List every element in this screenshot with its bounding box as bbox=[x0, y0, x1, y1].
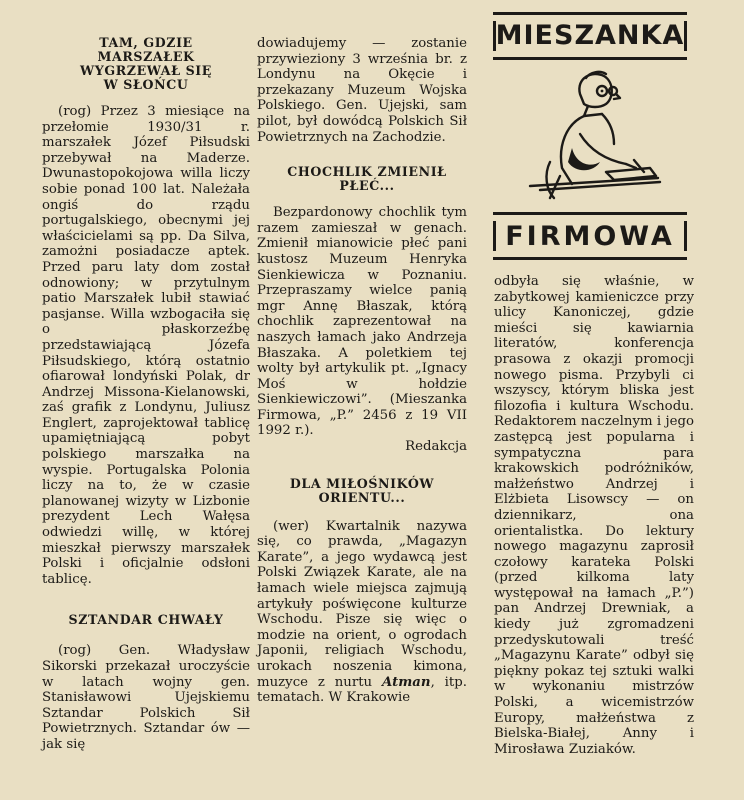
article-body-orient-continued: odbyła się właśnie, w zabytkowej kamieniczce przy ulicy Kanoniczej, gdzie mieści się kawiarnia literatów, konferencja prasowa z okazji promocji nowego pisma. Przybyli ci wszyscy, którym bliska jest filozofia i kultura Wschodu. Redaktorem naczelnym i jego zastępcą jest popularna i sympatyczna para krakowskich podróżników, małżeństwo Andrzej i Elżbieta Lisowscy — on dziennikarz, ona orientalistka. Do lektury nowego magazynu zaprosił czołowy karateka Polski (przed kilkoma laty występował na łamach „P.”) pan Andrzej Drewniak, a kiedy już zgromadzeni przedyskutowali treść „Magazynu Karate” odbył się piękny pokaz tej sztuki walki w wykonaniu mistrzów Polski, a wicemistrzów Europy, małżeństwa z Bielska-Białej, Anny i Mirosława Zuziaków. bbox=[494, 274, 694, 757]
column-title-firmowa: FIRMOWA bbox=[505, 221, 675, 252]
article-body-marszalek: (rog) Przez 3 miesiące na przełomie 1930/31 r. marszałek Józef Piłsudski przebywał na Maderze. Dwunastopokojowa willa liczy sobie ponad 100 lat. Należała ongiś do rządu portugalskiego, obecnymi jej właścicielami są pp. Da Silva, zamożni posiadacze aptek. Przed paru laty dom został odnowiony; w przytulnym patio Marszałek lubił stawiać pasjanse. Willa wzbogaciła się o płaskorzeźbę przedstawiającą Józefa Piłsudskiego, którą ostatnio ofiarował londyński Polak, dr Andrzej Missona-Kielanowski, zaś grafik z Londynu, Juliusz Englert, zaprojektował tablicę upamiętniającą pobyt polskiego marszałka na wyspie. Portugalska Polonia liczy na to, że w czasie planowanej wizyty w Lizbonie prezydent Lech Wałęsa odwiedzi willę, w której mieszkał pierwszy marszałek Polski i oficjalnie odsłoni tablicę. bbox=[42, 104, 250, 587]
article-body-chochlik: Bezpardonowy chochlik tym razem zamieszał w genach. Zmienił mianowicie płeć pani kustosz Muzeum Henryka Sienkiewicza w Poznaniu. Przepraszamy wielce panią mgr Annę Błaszak, którą chochlik zaprezentował na naszych łamach jako Andrzeja Błaszaka. A poletkiem tej wolty był artykulik pt. „Ignacy Moś w hołdzie Sienkiewiczowi”. (Mieszanka Firmowa, „P.” 2456 z 19 VII 1992 r.). bbox=[257, 205, 467, 439]
article-title-sztandar: SZTANDAR CHWAŁY bbox=[68, 612, 224, 628]
article-body-orient-part2: , itp. tematach. W Krakowie bbox=[257, 674, 467, 706]
column-3 bbox=[494, 0, 694, 757]
article-body-sztandar: (rog) Gen. Władysław Sikorski przekazał uroczyście w latach wojny gen. Stanisławowi Ujejskiemu Sztandar Polskich Sił Powietrznych. Sztandar ów — jak się bbox=[42, 643, 250, 752]
article-title-marszalek: TAM, GDZIE MARSZAŁEK WYGRZEWAŁ SIĘ W SŁOŃCU bbox=[80, 35, 212, 92]
article-body-orient-part1: (wer) Kwartalnik nazywa się, co prawda, „Magazyn Karate”, a jego wydawcą jest Polski Związek Karate, ale na łamach wiele miejsca zajmują artykuły poświęcone kulturze Wschodu. Pisze się więc o modzie na orient, o ogrodach Japonii, religiach Wschodu, urokach noszenia kimona, muzyce z nurtu bbox=[257, 518, 467, 690]
column-1 bbox=[42, 0, 250, 753]
article-body-orient bbox=[257, 519, 467, 706]
article-title-chochlik: CHOCHLIK ZMIENIŁ PŁEĆ... bbox=[287, 164, 447, 194]
article-body-sztandar-continued: dowiadujemy — zostanie przywieziony 3 września br. z Londynu na Okęcie i przekazany Muzeum Wojska Polskiego. Gen. Ujejski, sam pilot, był dowódcą Polskich Sił Powietrznych na Zachodzie. bbox=[257, 36, 467, 145]
article-title-orient: DLA MIŁOŚNIKÓW ORIENTU... bbox=[289, 475, 435, 505]
article-body-orient-atman: Atman bbox=[382, 674, 431, 690]
column-2 bbox=[257, 0, 467, 706]
article-signature-redakcja: Redakcja bbox=[405, 439, 467, 455]
column-title-mieszanka: MIESZANKA bbox=[495, 20, 685, 51]
